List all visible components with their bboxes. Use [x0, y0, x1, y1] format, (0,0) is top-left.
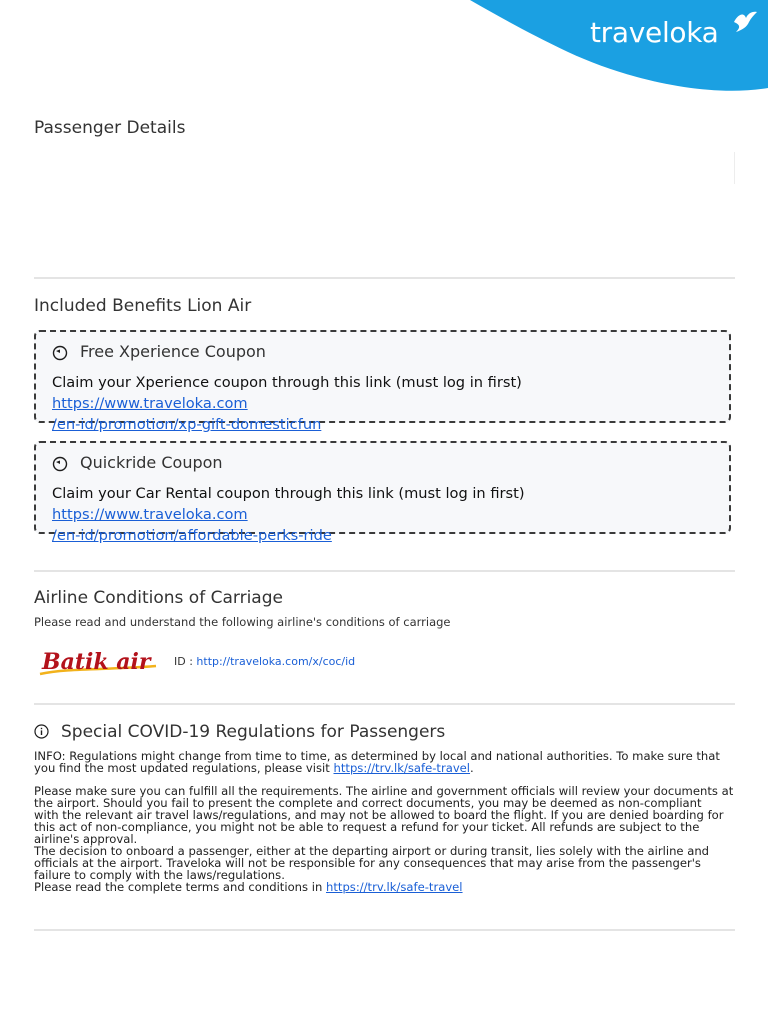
- xperience-coupon-link[interactable]: https://www.traveloka.com /en-id/promotion/xp-gift-domesticfun: [52, 395, 322, 433]
- card-body: [52, 372, 722, 435]
- coupon-icon: [52, 456, 68, 472]
- benefits-title: Included Benefits Lion Air: [34, 296, 252, 316]
- covid-body-line: airline's approval.: [34, 832, 138, 846]
- quickride-coupon-card: [34, 441, 731, 544]
- info-icon: [34, 724, 49, 739]
- covid-title: Special COVID-19 Regulations for Passengers: [61, 722, 446, 742]
- terms-link[interactable]: https://trv.lk/safe-travel: [326, 880, 463, 894]
- carriage-subtitle: Please read and understand the following airline's conditions of carriage: [34, 615, 451, 629]
- card-text: Claim your Xperience coupon through this link (must log in first): [52, 374, 522, 391]
- covid-requirements: [34, 785, 734, 893]
- batik-air-logo: [38, 646, 158, 678]
- traveloka-logo: traveloka: [590, 16, 719, 49]
- covid-info-line: INFO: Regulations might change from time to time, as determined by local and national authorities. To make sure that: [34, 749, 720, 763]
- passenger-details-title: Passenger Details: [34, 118, 186, 138]
- quickride-coupon-link[interactable]: https://www.traveloka.com /en-id/promotion/affordable-perks-ride: [52, 506, 332, 544]
- safe-travel-link[interactable]: https://trv.lk/safe-travel: [333, 761, 471, 775]
- section-divider: [34, 570, 735, 572]
- covid-body-line: The decision to onboard a passenger, either at the departing airport or during transit, lies solely with the airline and: [34, 844, 710, 858]
- section-divider: [34, 703, 735, 705]
- coupon-icon: [52, 345, 68, 361]
- covid-body-line: this act of non-compliance, you might not be able to request a refund for your ticket. All refunds are subject to the: [34, 820, 700, 834]
- divider-mark: [734, 152, 735, 184]
- card-text: Claim your Car Rental coupon through this link (must log in first): [52, 485, 525, 502]
- xperience-coupon-card: [34, 330, 731, 433]
- card-title: Quickride Coupon: [80, 453, 223, 472]
- covid-body-line: Please make sure you can fulfill all the requirements. The airline and government officials will review your documents at: [34, 784, 734, 798]
- card-title: Free Xperience Coupon: [80, 342, 266, 361]
- section-divider: [34, 929, 735, 931]
- covid-body-line: failure to comply with the laws/regulations.: [34, 868, 285, 882]
- covid-terms-line: Please read the complete terms and conditions in https://trv.lk/safe-travel: [34, 880, 463, 894]
- coc-id-row: [174, 655, 355, 668]
- svg-text:Batik air: Batik air: [42, 649, 151, 675]
- card-body: [52, 483, 722, 546]
- covid-info: [34, 750, 734, 774]
- covid-body-line: the airport. Should you fail to present the complete and correct documents, you may be deemed as non-compliant: [34, 796, 702, 810]
- covid-body-line: officials at the airport. Traveloka will not be responsible for any consequences that may arise from the passenger's: [34, 856, 701, 870]
- coc-link[interactable]: http://traveloka.com/x/coc/id: [196, 655, 356, 668]
- covid-info-line: you find the most updated regulations, please visit https://trv.lk/safe-travel.: [34, 761, 474, 775]
- bird-icon: [732, 10, 758, 34]
- coc-id-label: ID :: [174, 655, 193, 668]
- covid-body-line: with the relevant air travel laws/regulations, and may not be allowed to board the flight. If you are denied boarding for: [34, 808, 724, 822]
- brand-header-wave: [408, 0, 768, 100]
- section-divider: [34, 277, 735, 279]
- carriage-title: Airline Conditions of Carriage: [34, 588, 283, 608]
